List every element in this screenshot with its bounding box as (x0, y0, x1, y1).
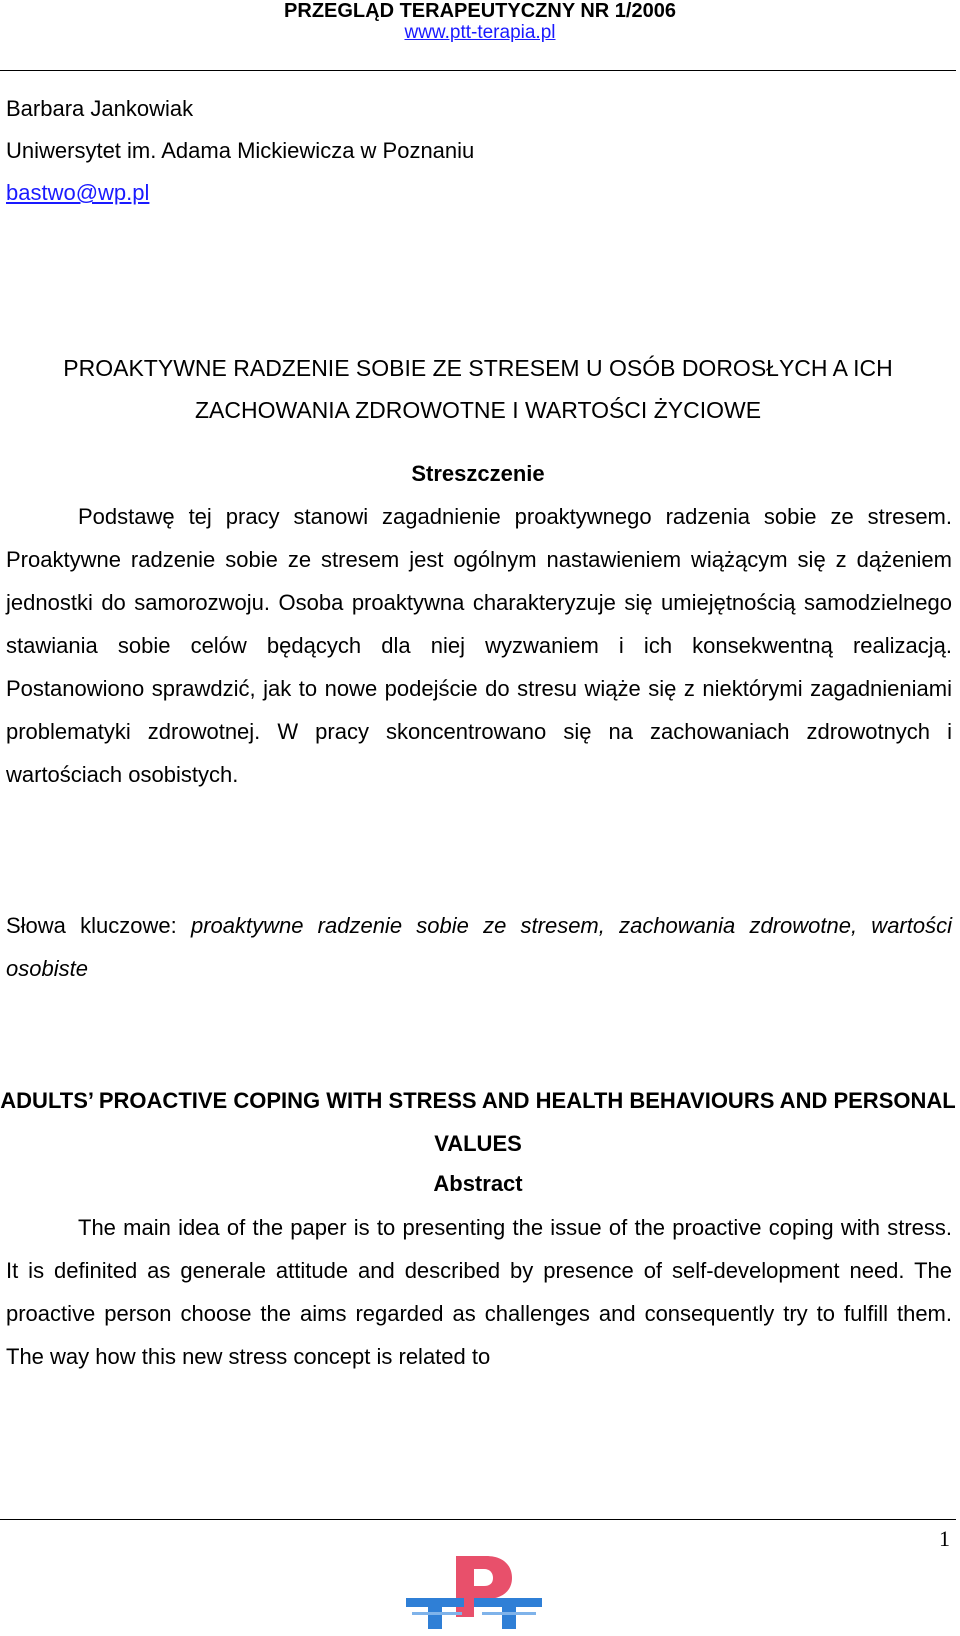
keywords-label: Słowa kluczowe: (6, 913, 177, 938)
footer-divider (0, 1519, 956, 1520)
page-number: 1 (939, 1526, 950, 1551)
journal-title: PRZEGLĄD TERAPEUTYCZNY NR 1/2006 (284, 0, 676, 22)
author-affiliation: Uniwersytet im. Adama Mickiewicza w Poznaniu (6, 138, 475, 163)
streszczenie-text: Podstawę tej pracy stanowi zagadnienie proaktywnego radzenia sobie ze stresem. Proaktywne radzenie sobie ze stresem jest ogólnym nastawieniem wiążącym się z dążeniem jednostki do samorozwoju. Osoba proaktywna charakteryzuje się umiejętnością samodzielnego stawiania sobie celów będących dla niej wyzwaniem i ich konsekwentną realizacją. Postanowiono sprawdzić, jak to nowe podejście do stresu wiąże się z niektórymi zagadnieniami problematyki zdrowotnej. W pracy skoncentrowano się na zachowaniach zdrowotnych i wartościach osobistych. (6, 504, 952, 787)
keywords (6, 904, 952, 990)
author-name: Barbara Jankowiak (6, 96, 194, 121)
header-divider (0, 70, 956, 71)
abstract-heading: Abstract (433, 1171, 523, 1196)
author-email-link[interactable]: bastwo@wp.pl (6, 180, 150, 205)
paper-title-en: ADULTS’ PROACTIVE COPING WITH STRESS AND HEALTH BEHAVIOURS AND PERSONAL VALUES (0, 1088, 956, 1156)
journal-website-link[interactable]: www.ptt-terapia.pl (404, 22, 556, 43)
paper-title-pl: PROAKTYWNE RADZENIE SOBIE ZE STRESEM U OSÓB DOROSŁYCH A ICH ZACHOWANIA ZDROWOTNE I WARTOŚCI ŻYCIOWE (63, 355, 893, 423)
ptt-logo-icon (404, 1552, 544, 1634)
abstract-text: The main idea of the paper is to presenting the issue of the proactive coping with stress. It is definited as generale attitude and described by presence of self-development need. The proactive person choose the aims regarded as challenges and consequently try to fulfill them. The way how this new stress concept is related to (6, 1215, 952, 1369)
streszczenie-heading: Streszczenie (411, 461, 545, 486)
keywords-values: proaktywne radzenie sobie ze stresem, zachowania zdrowotne, wartości osobiste (6, 913, 952, 981)
author-block (6, 88, 474, 214)
